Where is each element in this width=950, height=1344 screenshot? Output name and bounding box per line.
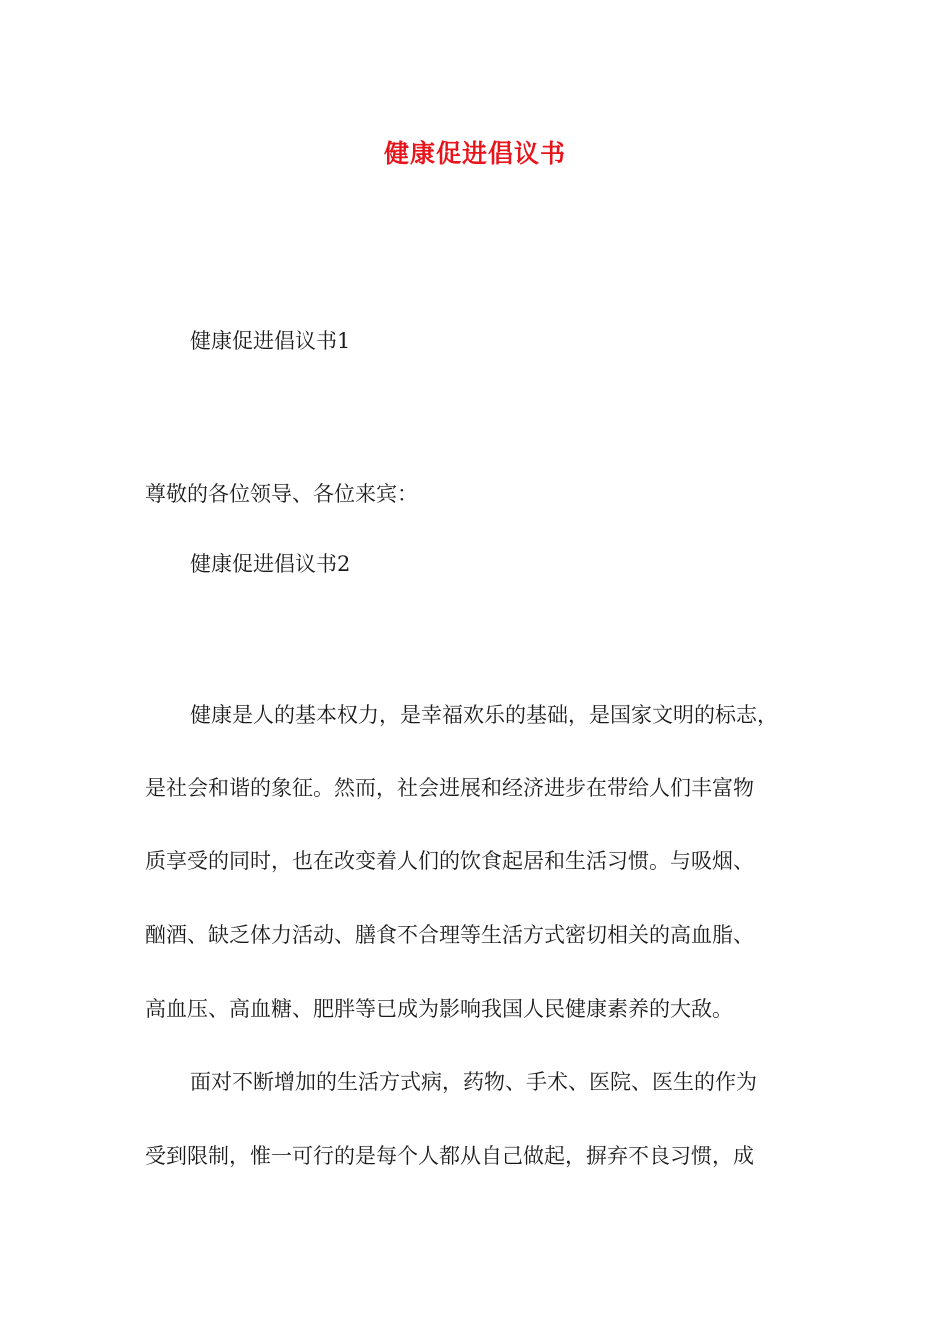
section-heading-2: 健康促进倡议书2 [190,552,351,576]
paragraph-line: 高血压、高血糖、肥胖等已成为影响我国人民健康素养的大敌。 [145,997,733,1021]
salutation: 尊敬的各位领导、各位来宾： [145,482,418,506]
paragraph-line: 是社会和谐的象征。然而，社会进展和经济进步在带给人们丰富物 [145,776,754,800]
paragraph-line: 健康是人的基本权力，是幸福欢乐的基础，是国家文明的标志， [190,703,778,727]
section-heading-1: 健康促进倡议书1 [190,329,351,353]
paragraph-line: 面对不断增加的生活方式病，药物、手术、医院、医生的作为 [190,1070,757,1094]
document-title: 健康促进倡议书 [383,139,566,168]
paragraph-line: 质享受的同时，也在改变着人们的饮食起居和生活习惯。与吸烟、 [145,849,754,873]
paragraph-line: 酗酒、缺乏体力活动、膳食不合理等生活方式密切相关的高血脂、 [145,923,754,947]
paragraph-line: 受到限制，惟一可行的是每个人都从自己做起，摒弃不良习惯，成 [145,1144,754,1168]
